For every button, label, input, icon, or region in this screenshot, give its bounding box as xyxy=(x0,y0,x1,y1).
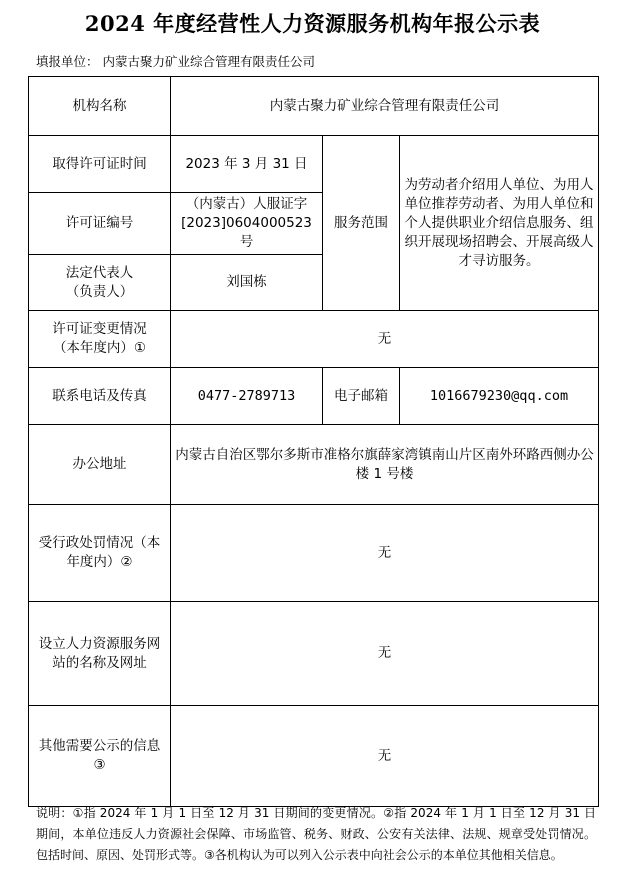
other-label: 其他需要公示的信息③ xyxy=(29,706,171,807)
license-no-value xyxy=(171,193,323,255)
legal-rep-label xyxy=(29,255,171,311)
license-no-label: 许可证编号 xyxy=(29,193,171,255)
report-table xyxy=(28,76,599,807)
address-label: 办公地址 xyxy=(29,425,171,505)
row-license-change xyxy=(29,311,599,368)
legal-rep-label-line2: （负责人） xyxy=(65,283,134,300)
license-change-label xyxy=(29,311,171,368)
license-no-line2: [2023]0604000523 号 xyxy=(181,215,312,250)
row-other xyxy=(29,706,599,807)
filling-unit-value: 内蒙古聚力矿业综合管理有限责任公司 xyxy=(102,54,316,69)
row-website xyxy=(29,602,599,706)
email-value: 1016679230@qq.com xyxy=(400,368,599,425)
row-org-name xyxy=(29,77,599,136)
scope-label: 服务范围 xyxy=(323,136,400,311)
row-penalty xyxy=(29,505,599,602)
penalty-label: 受行政处罚情况（本年度内）② xyxy=(29,505,171,602)
contact-phone: 0477-2789713 xyxy=(171,368,323,425)
email-label: 电子邮箱 xyxy=(323,368,400,425)
filling-unit xyxy=(36,52,319,70)
scope-value: 为劳动者介绍用人单位、为用人单位推荐劳动者、为用人单位和个人提供职业介绍信息服务、组织开展现场招聘会、开展高级人才寻访服务。 xyxy=(400,136,599,311)
license-change-label-line1: 许可证变更情况 xyxy=(52,321,147,337)
website-label: 设立人力资源服务网站的名称及网址 xyxy=(29,602,171,706)
license-change-label-line2: （本年度内）① xyxy=(52,340,147,356)
license-time-label: 取得许可证时间 xyxy=(29,136,171,193)
website-value: 无 xyxy=(171,602,599,706)
notes: 说明：①指 2024 年 1 月 1 日至 12 月 31 日期间的变更情况。②指 2024 年 1 月 1 日至 12 月 31 日期间，本单位违反人力资源社会保障、市场监管、税务、财政、公安有关法律、法规、规章受处罚情况。包括时间、原因、处罚形式等。③各机构认为可以列入公示表中向社会公示的本单位其他相关信息。 xyxy=(36,806,596,862)
org-name-value: 内蒙古聚力矿业综合管理有限责任公司 xyxy=(171,77,599,136)
row-license-time xyxy=(29,136,599,193)
row-contact xyxy=(29,368,599,425)
other-value: 无 xyxy=(171,706,599,807)
row-address xyxy=(29,425,599,505)
license-no-line1: （内蒙古）人服证字 xyxy=(185,196,308,212)
address-value: 内蒙古自治区鄂尔多斯市准格尔旗薛家湾镇南山片区南外环路西侧办公楼 1 号楼 xyxy=(171,425,599,505)
legal-rep-label-line1: 法定代表人 xyxy=(65,264,134,281)
filling-unit-label: 填报单位： xyxy=(36,54,99,69)
org-name-label: 机构名称 xyxy=(29,77,171,136)
license-change-value: 无 xyxy=(171,311,599,368)
penalty-value: 无 xyxy=(171,505,599,602)
license-time-value: 2023 年 3 月 31 日 xyxy=(171,136,323,193)
legal-rep-value: 刘国栋 xyxy=(171,255,323,311)
contact-label: 联系电话及传真 xyxy=(29,368,171,425)
page-title: 2024 年度经营性人力资源服务机构年报公示表 xyxy=(84,11,541,36)
